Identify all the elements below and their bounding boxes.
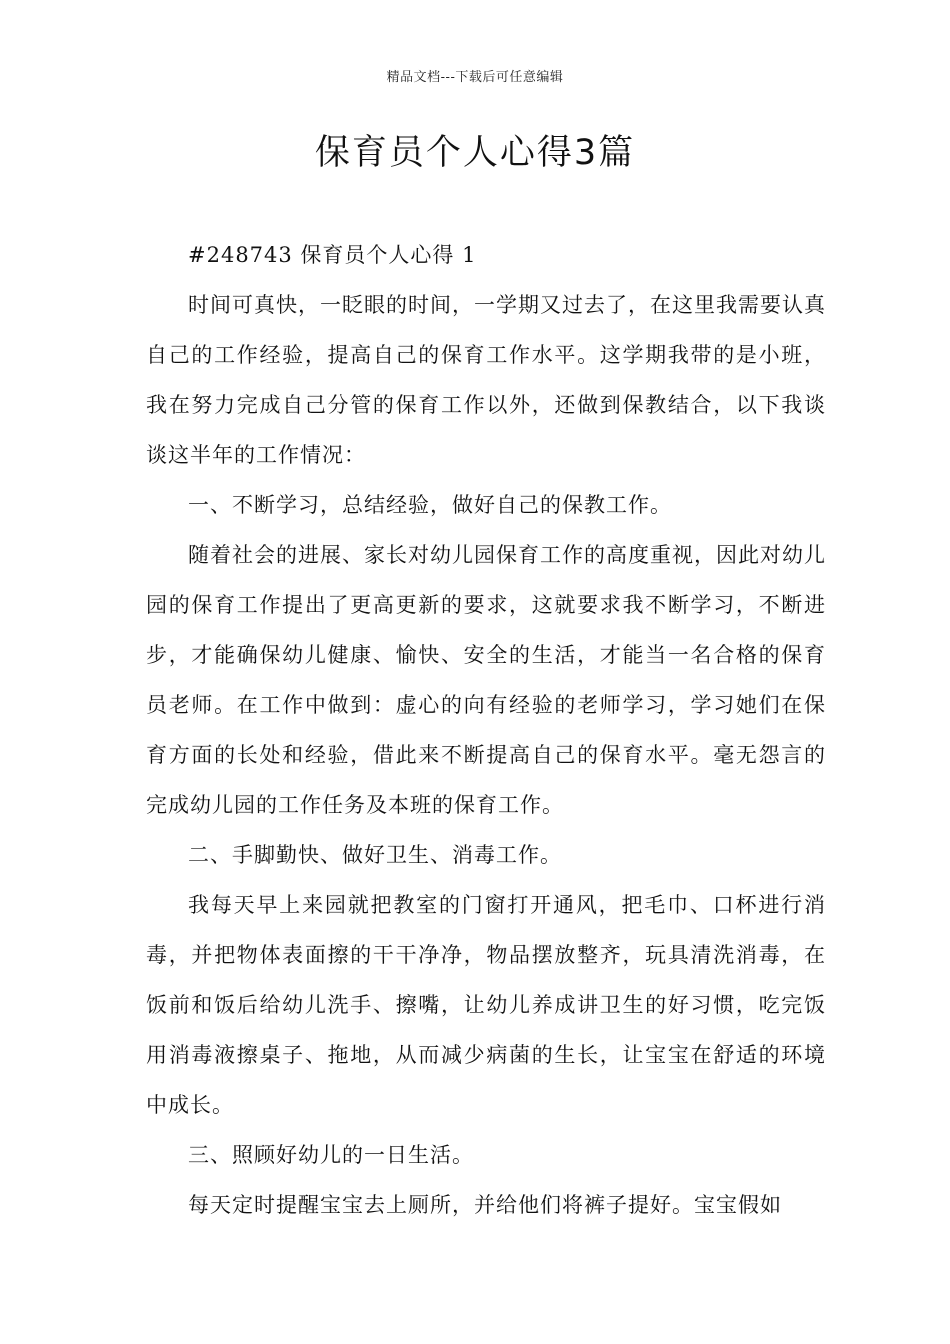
document-title: 保育员个人心得3篇 xyxy=(314,133,636,173)
section-heading-2: 二、手脚勤快、做好卫生、消毒工作。 xyxy=(188,843,562,867)
paragraph: 时间可真快，一眨眼的时间，一学期又过去了，在这里我需要认真自己的工作经验，提高自己的保育工作水平。这学期我带的是小班，我在努力完成自己分管的保育工作以外，还做到保教结合，以下我谈谈这半年的工作情况： xyxy=(146,293,826,467)
header-note: 精品文档---下载后可任意编辑 xyxy=(386,70,564,85)
document-body xyxy=(146,230,826,1230)
paragraph: 我每天早上来园就把教室的门窗打开通风，把毛巾、口杯进行消毒，并把物体表面擦的干干净净，物品摆放整齐，玩具清洗消毒，在饭前和饭后给幼儿洗手、擦嘴，让幼儿养成讲卫生的好习惯，吃完饭用消毒液擦桌子、拖地，从而减少病菌的生长，让宝宝在舒适的环境中成长。 xyxy=(146,893,826,1117)
section-heading-3: 三、照顾好幼儿的一日生活。 xyxy=(188,1143,474,1167)
section-heading-1: 一、不断学习，总结经验，做好自己的保教工作。 xyxy=(188,493,672,517)
paragraph-subheading-1: #248743 保育员个人心得 1 xyxy=(188,243,477,267)
paragraph: 每天定时提醒宝宝去上厕所，并给他们将裤子提好。宝宝假如 xyxy=(188,1193,782,1217)
paragraph: 随着社会的进展、家长对幼儿园保育工作的高度重视，因此对幼儿园的保育工作提出了更高更新的要求，这就要求我不断学习，不断进步，才能确保幼儿健康、愉快、安全的生活，才能当一名合格的保育员老师。在工作中做到：虚心的向有经验的老师学习，学习她们在保育方面的长处和经验，借此来不断提高自己的保育水平。毫无怨言的完成幼儿园的工作任务及本班的保育工作。 xyxy=(146,543,826,817)
